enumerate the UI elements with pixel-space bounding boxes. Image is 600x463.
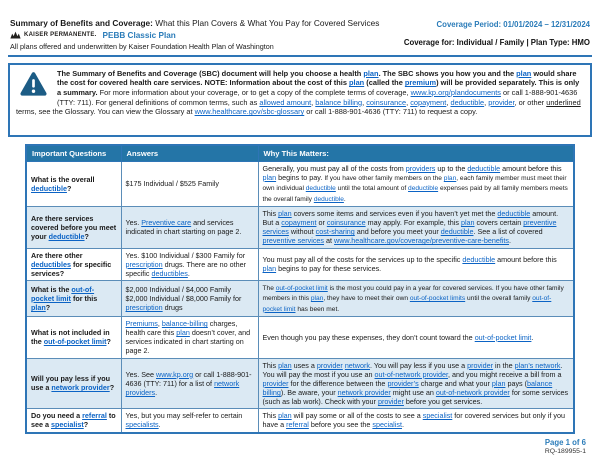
text-segment: .	[155, 388, 158, 398]
question-cell	[26, 161, 121, 206]
text-segment: doesn’t cover, and services indicated in chart starting on page 2.	[125, 328, 251, 356]
inline-link[interactable]: Premiums	[125, 319, 158, 329]
inline-link[interactable]: plan	[491, 378, 506, 388]
inline-link[interactable]: allowed amount	[259, 97, 312, 107]
header-left	[10, 18, 379, 51]
inline-link[interactable]: deductible	[408, 185, 439, 193]
text-segment: . See a list of covered	[473, 227, 543, 237]
document-header	[8, 18, 592, 51]
text-segment: amount before this	[500, 163, 562, 173]
inline-link[interactable]: plan	[516, 68, 532, 78]
question-cell	[26, 409, 121, 433]
text-segment: ,	[484, 97, 489, 107]
inline-link[interactable]: plan	[278, 360, 292, 370]
text-segment: ,	[362, 97, 367, 107]
table-row	[26, 248, 574, 280]
col-header-important-questions: Important Questions	[26, 145, 121, 162]
text-segment: .	[187, 268, 190, 278]
answer-cell	[121, 161, 258, 206]
inline-link[interactable]: plan’s network	[514, 360, 561, 370]
inline-link[interactable]: coinsurance	[366, 97, 407, 107]
why-cell	[258, 207, 574, 249]
inline-link[interactable]: www.kp.org	[156, 369, 194, 379]
inline-link[interactable]: provider	[377, 397, 404, 407]
text-segment: or call 1-888-901-4636 (TTY: 711). For general definitions of common terms, such as	[57, 88, 578, 107]
inline-link[interactable]: deductible	[440, 227, 474, 237]
inline-link[interactable]: specialist	[422, 411, 453, 421]
inline-link[interactable]: prescription	[125, 303, 163, 313]
inline-link[interactable]: provider	[316, 360, 343, 370]
inline-link[interactable]: cost-sharing	[315, 227, 355, 237]
inline-link[interactable]: provider’s	[387, 378, 419, 388]
inline-link[interactable]: deductibles	[151, 268, 188, 278]
text-segment: ,	[446, 97, 451, 107]
text-segment: $2,000 Individual / $8,000 Family for	[125, 293, 242, 303]
text-segment: for some services (such as lab work). Check with your	[262, 388, 569, 407]
text-segment: without	[288, 227, 316, 237]
text-segment: .	[401, 420, 404, 430]
text-segment: in the	[493, 360, 515, 370]
benefits-table-body	[26, 161, 574, 432]
page-footer	[8, 438, 592, 456]
inline-link[interactable]: copayment	[410, 97, 447, 107]
question-cell	[26, 280, 121, 316]
text-segment: pays (	[505, 378, 528, 388]
text-segment: at	[324, 236, 335, 246]
document-code: RQ-189955-1	[544, 447, 586, 455]
text-segment: covers certain	[474, 218, 524, 228]
text-segment: ?	[83, 420, 89, 430]
text-segment: Are there other	[31, 250, 83, 260]
text-segment: For more information about your coverage, or to get a copy of the complete terms of coverage,	[97, 88, 411, 98]
text-segment: Do you need a	[31, 411, 83, 421]
text-segment: Yes. $100 Individual / $300 Family for	[125, 250, 246, 260]
inline-link[interactable]: plan	[349, 78, 365, 88]
text-segment: ,	[406, 97, 411, 107]
text-segment: may apply. For example, this	[365, 218, 461, 228]
text-segment: ?	[106, 337, 111, 347]
inline-link[interactable]: out-of-network provider	[435, 388, 510, 398]
inline-link[interactable]: specialists	[125, 420, 159, 430]
text-segment: to see a	[31, 411, 116, 430]
text-segment: for the difference between the	[288, 378, 388, 388]
text-segment: Even though you pay these expenses, they don’t count toward the	[262, 332, 475, 342]
text-segment: begins to pay.	[276, 172, 325, 182]
inline-link[interactable]: plan	[278, 209, 292, 218]
text-segment: underlined	[546, 97, 581, 107]
page-title-rest: What this Plan Covers & What You Pay for Covered Services	[152, 18, 380, 28]
intro-paragraph	[16, 69, 584, 117]
answer-cell	[121, 207, 258, 249]
answer-cell	[121, 280, 258, 316]
text-segment: Yes. See	[125, 369, 157, 379]
table-header-row	[26, 145, 574, 162]
text-segment: until the overall family	[465, 295, 533, 303]
inline-link[interactable]: plan	[310, 295, 324, 303]
why-cell	[258, 280, 574, 316]
inline-link[interactable]: out-of-pocket limit	[275, 284, 328, 292]
kaiser-permanente-logo-icon	[10, 31, 21, 39]
text-segment: $175 Individual / $525 Family	[125, 179, 219, 189]
question-cell	[26, 207, 121, 249]
inline-link[interactable]: providers	[405, 163, 436, 173]
text-segment: for covered services but only if you have a	[262, 411, 565, 430]
text-segment: .	[343, 195, 346, 203]
text-segment: Yes, but you may self-refer to certain	[125, 411, 243, 421]
inline-link[interactable]: network	[344, 360, 370, 370]
text-segment: is the most you could pay in a year for covered services. If you have other family members in this	[262, 284, 564, 303]
inline-link[interactable]: deductible	[467, 163, 501, 173]
inline-link[interactable]: out-of-pocket limit	[31, 284, 95, 303]
text-segment: , or other	[514, 97, 547, 107]
text-segment: and before you meet your	[354, 227, 441, 237]
text-segment: This	[262, 209, 279, 218]
why-cell	[258, 409, 574, 433]
text-segment: expenses paid by all family members meets the overall family	[262, 185, 568, 203]
coverage-for: Coverage for: Individual / Family | Plan Type: HMO	[403, 38, 590, 47]
page-title	[10, 18, 379, 29]
text-segment: uses a	[291, 360, 317, 370]
inline-link[interactable]: deductible	[31, 183, 67, 193]
inline-link[interactable]: Preventive care	[141, 218, 192, 228]
text-segment: . You will pay less if you use a	[369, 360, 468, 370]
text-segment: Are there services covered before you meet your	[31, 213, 117, 241]
inline-link[interactable]: out-of-pocket limit	[43, 337, 107, 347]
text-segment: ,	[157, 319, 162, 329]
table-row	[26, 280, 574, 316]
text-segment: amount before this	[495, 255, 557, 265]
text-segment: terms, see the Glossary. You can view the Glossary at	[16, 107, 195, 117]
text-segment: , they have to meet their own	[323, 295, 410, 303]
text-segment: This	[262, 360, 279, 370]
inline-link[interactable]: plan	[460, 218, 475, 228]
inline-link[interactable]: plan	[262, 172, 277, 182]
table-row	[26, 358, 574, 409]
inline-link[interactable]: preventive services	[262, 236, 325, 246]
question-cell	[26, 317, 121, 359]
page-title-bold: Summary of Benefits and Coverage:	[10, 18, 153, 28]
inline-link[interactable]: plan	[278, 411, 292, 421]
text-segment: or call 1-888-901-4636 (TTY: 711) for a list of	[125, 369, 252, 388]
inline-link[interactable]: referral	[82, 411, 107, 421]
why-cell	[258, 161, 574, 206]
inline-link[interactable]: balance billing	[262, 378, 553, 398]
inline-link[interactable]: deductible	[497, 209, 531, 218]
inline-link[interactable]: network provider	[337, 388, 391, 398]
coverage-period: Coverage Period: 01/01/2024 – 12/31/2024	[436, 20, 590, 29]
inline-link[interactable]: referral	[286, 420, 309, 430]
inline-link[interactable]: www.kp.org/plandocuments	[410, 88, 501, 98]
text-segment: ?	[84, 231, 89, 241]
text-segment: .	[158, 420, 161, 430]
text-segment: charges, health care this	[125, 319, 238, 338]
text-segment: $2,000 Individual / $4,000 Family	[125, 284, 231, 294]
text-segment: for this	[70, 293, 98, 303]
inline-link[interactable]: network provider	[51, 383, 110, 393]
text-segment: What is the	[31, 284, 72, 294]
why-cell	[258, 248, 574, 280]
text-segment: If you have other family members on the	[324, 174, 444, 182]
inline-link[interactable]: provider	[488, 97, 515, 107]
text-segment: What is the overall	[31, 174, 95, 184]
text-segment: drugs	[162, 303, 183, 313]
text-segment: might use an	[390, 388, 436, 398]
text-segment: . You will pay the most if you use an	[262, 360, 563, 379]
inline-link[interactable]: deductible	[48, 231, 85, 241]
text-segment: ?	[45, 303, 51, 313]
text-segment: until the total amount of	[335, 185, 409, 193]
inline-link[interactable]: coinsurance	[326, 218, 366, 228]
page-number: Page 1 of 6	[544, 437, 586, 447]
inline-link[interactable]: out-of-pocket limit	[474, 332, 532, 342]
text-segment: ). Be aware, your	[280, 388, 338, 398]
col-header-answers: Answers	[121, 145, 258, 162]
inline-link[interactable]: prescription	[125, 259, 163, 269]
text-segment: ?	[66, 183, 72, 193]
plan-name: PEBB Classic Plan	[102, 30, 176, 40]
text-segment: ,	[311, 97, 316, 107]
table-row	[26, 317, 574, 359]
inline-link[interactable]: www.healthcare.gov/sbc-glossary	[194, 107, 305, 117]
inline-link[interactable]: plan	[443, 174, 457, 182]
inline-link[interactable]: balance-billing	[161, 319, 208, 329]
intro-box	[8, 63, 592, 137]
answer-cell	[121, 409, 258, 433]
text-segment: What is not included in the	[31, 328, 110, 347]
inline-link[interactable]: plan	[363, 68, 379, 78]
inline-link[interactable]: preventive services	[262, 218, 557, 237]
inline-link[interactable]: specialist	[372, 420, 402, 430]
inline-link[interactable]: deductible	[462, 255, 496, 265]
text-segment: Will you pay less if you use a	[31, 374, 111, 393]
text-segment: and services indicated in chart starting on page 2.	[125, 218, 242, 237]
inline-link[interactable]: out-of-network provider	[374, 369, 449, 379]
inline-link[interactable]: deductibles	[31, 259, 71, 269]
inline-link[interactable]: balance billing	[315, 97, 363, 107]
inline-link[interactable]: out-of-pocket limits	[409, 295, 466, 303]
inline-link[interactable]: deductible	[305, 185, 336, 193]
inline-link[interactable]: plan	[176, 328, 190, 338]
answer-cell	[121, 248, 258, 280]
text-segment: . The SBC shows you how you and the	[378, 68, 517, 78]
inline-link[interactable]: provider	[262, 378, 289, 388]
text-segment: , and you might receive a bill from a	[448, 369, 562, 379]
text-segment: The Summary of Benefits and Coverage (SBC) document will help you choose a health	[57, 68, 364, 78]
text-segment: You must pay all of the costs for the services up to the specific	[262, 255, 463, 265]
text-segment: ) will be provided separately. This is only a summary.	[57, 78, 580, 98]
text-segment: This	[262, 411, 279, 421]
text-segment: would share the cost for covered health care services. NOTE: Information about the cost of this	[57, 68, 577, 88]
inline-link[interactable]: network providers	[125, 378, 240, 398]
text-segment: ?	[109, 383, 115, 393]
text-segment: amount. But a	[262, 209, 559, 228]
inline-link[interactable]: plan	[262, 264, 277, 274]
inline-link[interactable]: copayment	[281, 218, 317, 228]
header-right	[404, 18, 590, 47]
answer-cell	[121, 358, 258, 409]
inline-link[interactable]: deductible	[450, 97, 485, 107]
inline-link[interactable]: premium	[404, 78, 437, 88]
text-segment: .	[509, 236, 512, 246]
brand-line	[10, 31, 379, 40]
inline-link[interactable]: provider	[467, 360, 494, 370]
text-segment: Yes.	[125, 218, 142, 228]
table-row	[26, 409, 574, 433]
text-segment: will pay some or all of the costs to see a	[291, 411, 423, 421]
inline-link[interactable]: specialist	[50, 420, 84, 430]
question-cell	[26, 358, 121, 409]
col-header-why-this-matters: Why This Matters:	[258, 145, 574, 162]
text-segment: Generally, you must pay all of the costs from	[262, 163, 406, 173]
inline-link[interactable]: plan	[31, 303, 46, 313]
text-segment: or	[316, 218, 327, 228]
inline-link[interactable]: out-of-pocket limit	[262, 295, 552, 313]
text-segment: begins to pay for these services.	[276, 264, 382, 274]
answer-cell	[121, 317, 258, 359]
question-cell	[26, 248, 121, 280]
text-segment: .	[531, 332, 534, 342]
text-segment: , each family member must meet their own individual	[262, 174, 567, 193]
text-segment: (called the	[364, 78, 405, 88]
warning-triangle-icon	[19, 71, 48, 102]
text-segment: before you see the	[308, 420, 373, 430]
why-cell	[258, 317, 574, 359]
text-segment: or call 1-888-901-4636 (TTY: 711) to request a copy.	[304, 107, 478, 117]
text-segment: up to the	[435, 163, 468, 173]
text-segment: for specific services?	[31, 259, 112, 278]
text-segment: The	[262, 284, 276, 292]
inline-link[interactable]: www.healthcare.gov/coverage/preventive-care-benefits	[334, 236, 510, 246]
text-segment: covers some items and services even if you haven’t yet met the	[291, 209, 498, 218]
underwriter-text: All plans offered and underwritten by Kaiser Foundation Health Plan of Washington	[10, 41, 274, 51]
table-row	[26, 207, 574, 249]
header-divider	[8, 55, 592, 57]
benefits-table	[25, 144, 575, 434]
why-cell	[258, 358, 574, 409]
text-segment: has been met.	[295, 305, 340, 313]
text-segment: before you get services.	[403, 397, 483, 407]
text-segment: drugs. There are no other specific	[125, 259, 247, 278]
text-segment: charge and what your	[418, 378, 492, 388]
table-row	[26, 161, 574, 206]
inline-link[interactable]: deductible	[313, 195, 344, 203]
brand-name: KAISER PERMANENTE.	[24, 32, 97, 39]
